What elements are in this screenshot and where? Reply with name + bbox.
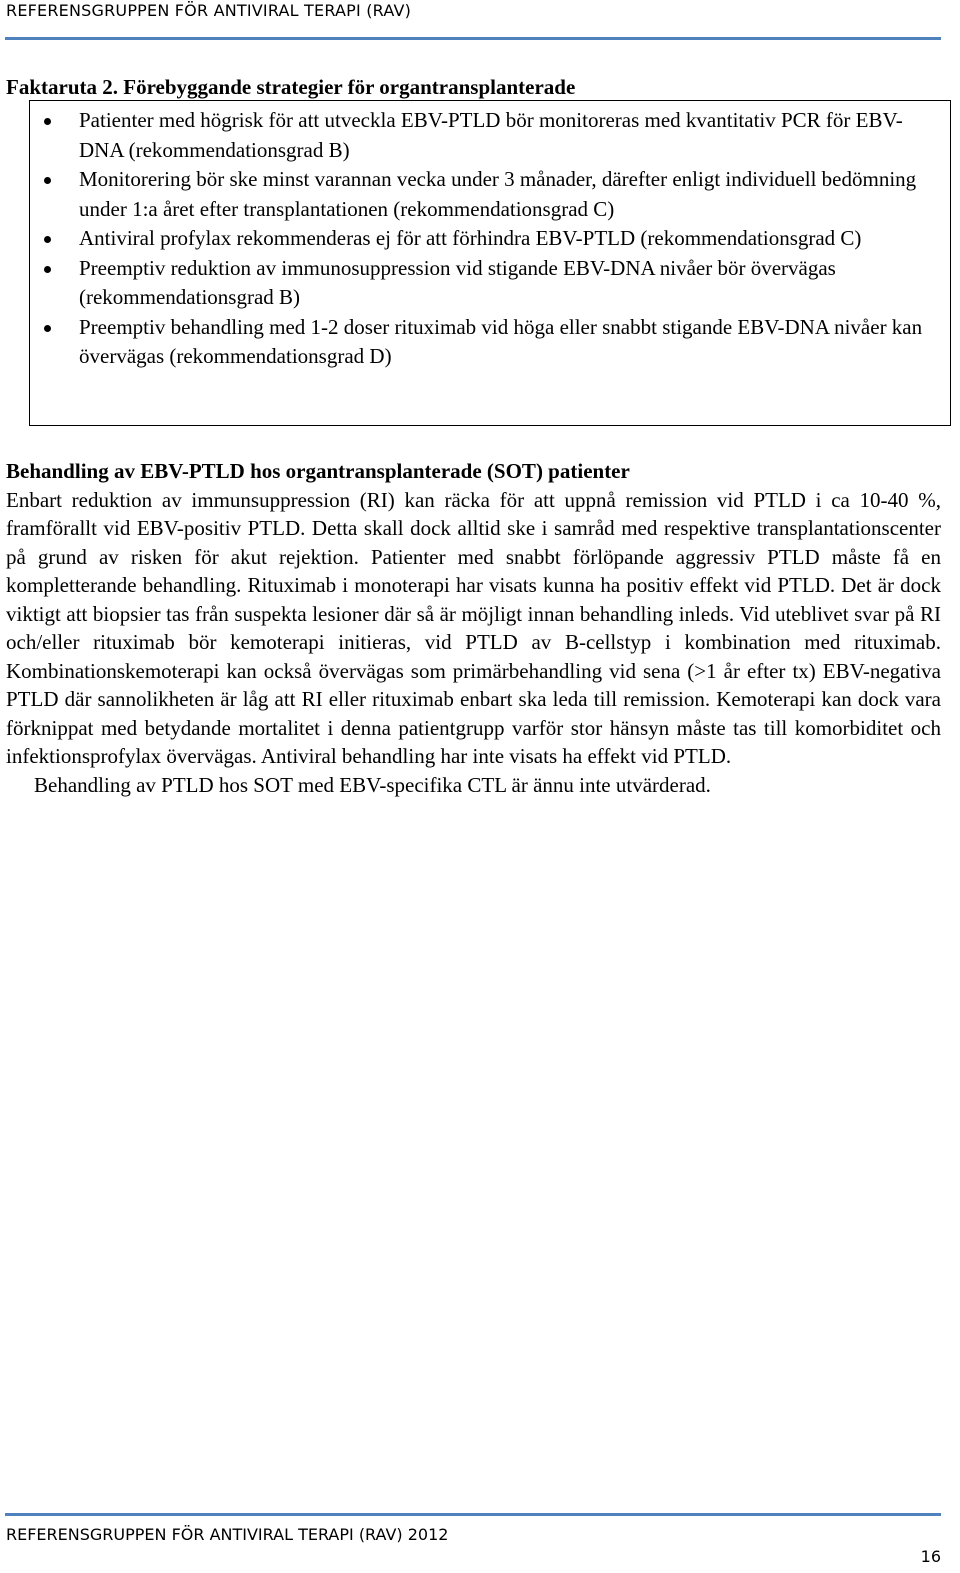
factbox-list: [30, 101, 950, 372]
list-item-text: Preemptiv reduktion av immunosuppression vid stigande EBV-DNA nivåer bör övervägas (rekommendationsgrad B): [79, 255, 836, 309]
running-footer: REFERENSGRUPPEN FÖR ANTIVIRAL TERAPI (RAV) 2012: [6, 1525, 449, 1544]
bullet-icon: [44, 236, 51, 243]
footer-rule: [5, 1513, 941, 1516]
list-item: [30, 106, 942, 165]
bullet-icon: [44, 177, 51, 184]
list-item-text: Preemptiv behandling med 1-2 doser rituximab vid höga eller snabbt stigande EBV-DNA nivåer kan övervägas (rekommendationsgrad D): [79, 314, 923, 368]
section-body: Enbart reduktion av immunsuppression (RI) kan räcka för att uppnå remission vid PTLD i ca 10-40 %, framförallt vid EBV-positiv PTLD. Detta skall dock alltid ske i samråd med respektive transplantationscenter på grund av risken för akut rejektion. Patienter med snabbt förlöpande aggressiv PTLD måste få en kompletterande behandling. Rituximab i monoterapi har visats kunna ha positiv effekt vid PTLD. Det är dock viktigt att biopsier tas från suspekta lesioner där så är möjligt innan behandling inleds. Vid uteblivet svar på RI och/eller rituximab bör kemoterapi initieras, vid PTLD av B-cellstyp i kombination med rituximab. Kombinationskemoterapi kan också övervägas som primärbehandling vid sena (>1 år efter tx) EBV-negativa PTLD där sannolikheten är låg att RI eller rituximab enbart ska leda till remission. Kemoterapi kan dock vara förknippat med betydande mortalitet i denna patientgrupp varför stor hänsyn måste tas till komorbiditet och infektionsprofylax övervägas. Antiviral behandling har inte visats ha effekt vid PTLD.: [6, 487, 941, 768]
list-item: [30, 165, 942, 224]
running-header: REFERENSGRUPPEN FÖR ANTIVIRAL TERAPI (RAV): [6, 1, 412, 20]
list-item: [30, 254, 942, 313]
header-rule: [5, 37, 941, 40]
bullet-icon: [44, 118, 51, 125]
bullet-icon: [44, 266, 51, 273]
page-number: 16: [920, 1547, 941, 1566]
factbox-title: Faktaruta 2. Förebyggande strategier för organtransplanterade: [6, 75, 576, 99]
list-item-text: Monitorering bör ske minst varannan vecka under 3 månader, därefter enligt individuell bedömning under 1:a året efter transplantationen (rekommendationsgrad C): [79, 167, 917, 221]
list-item-text: Patienter med högrisk för att utveckla EBV-PTLD bör monitoreras med kvantitativ PCR för EBV-DNA (rekommendationsgrad B): [79, 108, 903, 162]
section-heading: Behandling av EBV-PTLD hos organtransplanterade (SOT) patienter: [6, 459, 630, 483]
list-item: [30, 313, 942, 372]
list-item: [30, 224, 942, 254]
factbox: [29, 100, 951, 426]
treatment-section: [6, 457, 941, 799]
section-last-line: Behandling av PTLD hos SOT med EBV-specifika CTL är ännu inte utvärderad.: [34, 772, 711, 797]
list-item-text: Antiviral profylax rekommenderas ej för att förhindra EBV-PTLD (rekommendationsgrad C): [79, 226, 862, 250]
bullet-icon: [44, 325, 51, 332]
